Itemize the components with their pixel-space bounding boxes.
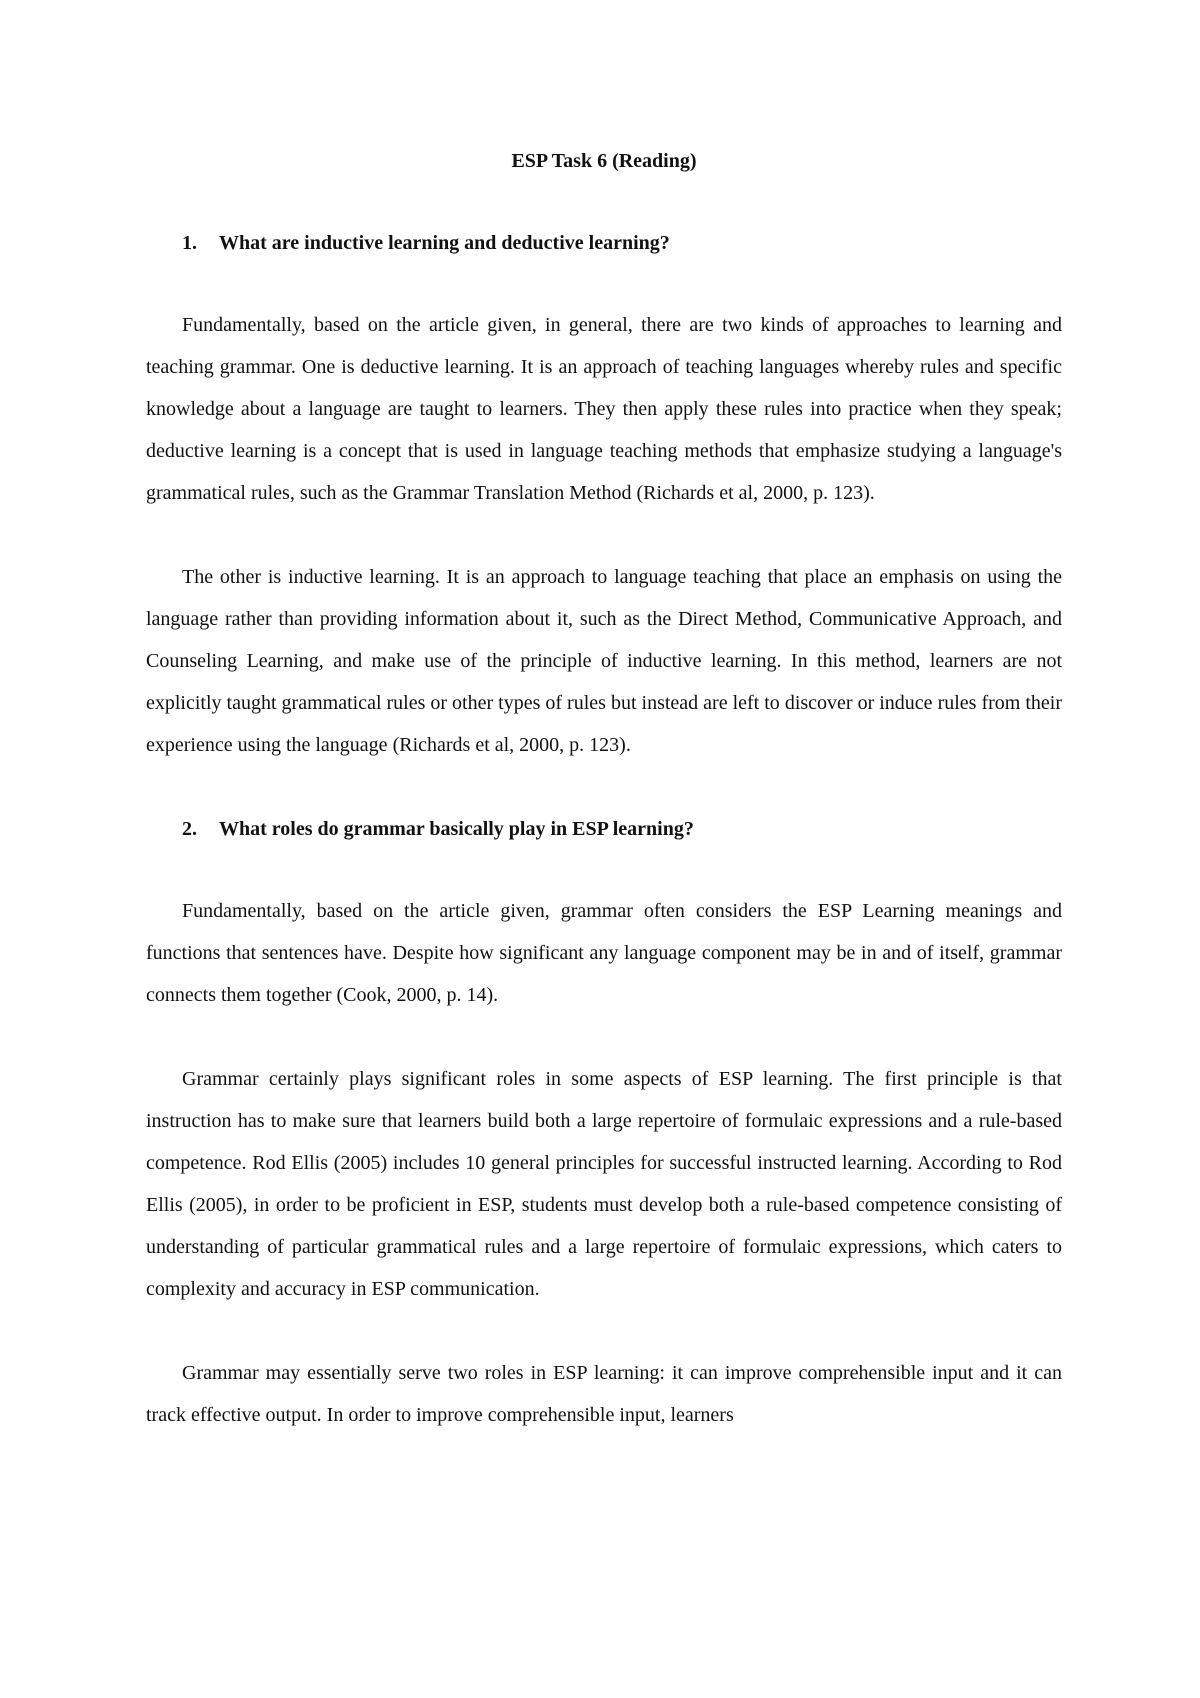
question-2-number: 2. bbox=[182, 818, 197, 840]
q2-paragraph-1: Fundamentally, based on the article given, grammar often considers the ESP Learning meanings and functions that sentences have. Despite how significant any language component may be in and of itself, grammar connects them together (Cook, 2000, p. 14). bbox=[146, 900, 1062, 1006]
document-page bbox=[146, 140, 1062, 1436]
question-1-heading bbox=[182, 222, 1062, 264]
q1-paragraph-2: The other is inductive learning. It is an approach to language teaching that place an emphasis on using the language rather than providing information about it, such as the Direct Method, Communicative Approach, and Counseling Learning, and make use of the principle of inductive learning. In this method, learners are not explicitly taught grammatical rules or other types of rules but instead are left to discover or induce rules from their experience using the language (Richards et al, 2000, p. 123). bbox=[146, 566, 1062, 756]
question-1-number: 1. bbox=[182, 232, 197, 254]
question-1-text: What are inductive learning and deductive learning? bbox=[219, 232, 670, 254]
q2-paragraph-2: Grammar certainly plays significant roles in some aspects of ESP learning. The first principle is that instruction has to make sure that learners build both a large repertoire of formulaic expressions and a rule-based competence. Rod Ellis (2005) includes 10 general principles for successful instructed learning. According to Rod Ellis (2005), in order to be proficient in ESP, students must develop both a rule-based competence consisting of understanding of particular grammatical rules and a large repertoire of formulaic expressions, which caters to complexity and accuracy in ESP communication. bbox=[146, 1068, 1062, 1300]
q1-paragraph-1: Fundamentally, based on the article given, in general, there are two kinds of approaches to learning and teaching grammar. One is deductive learning. It is an approach of teaching languages whereby rules and specific knowledge about a language are taught to learners. They then apply these rules into practice when they speak; deductive learning is a concept that is used in language teaching methods that emphasize studying a language's grammatical rules, such as the Grammar Translation Method (Richards et al, 2000, p. 123). bbox=[146, 314, 1062, 504]
q2-paragraph-3: Grammar may essentially serve two roles in ESP learning: it can improve comprehensible input and it can track effective output. In order to improve comprehensible input, learners bbox=[146, 1362, 1062, 1426]
document-title: ESP Task 6 (Reading) bbox=[511, 150, 697, 172]
question-2-heading bbox=[182, 808, 1062, 850]
question-2-text: What roles do grammar basically play in ESP learning? bbox=[219, 818, 694, 840]
